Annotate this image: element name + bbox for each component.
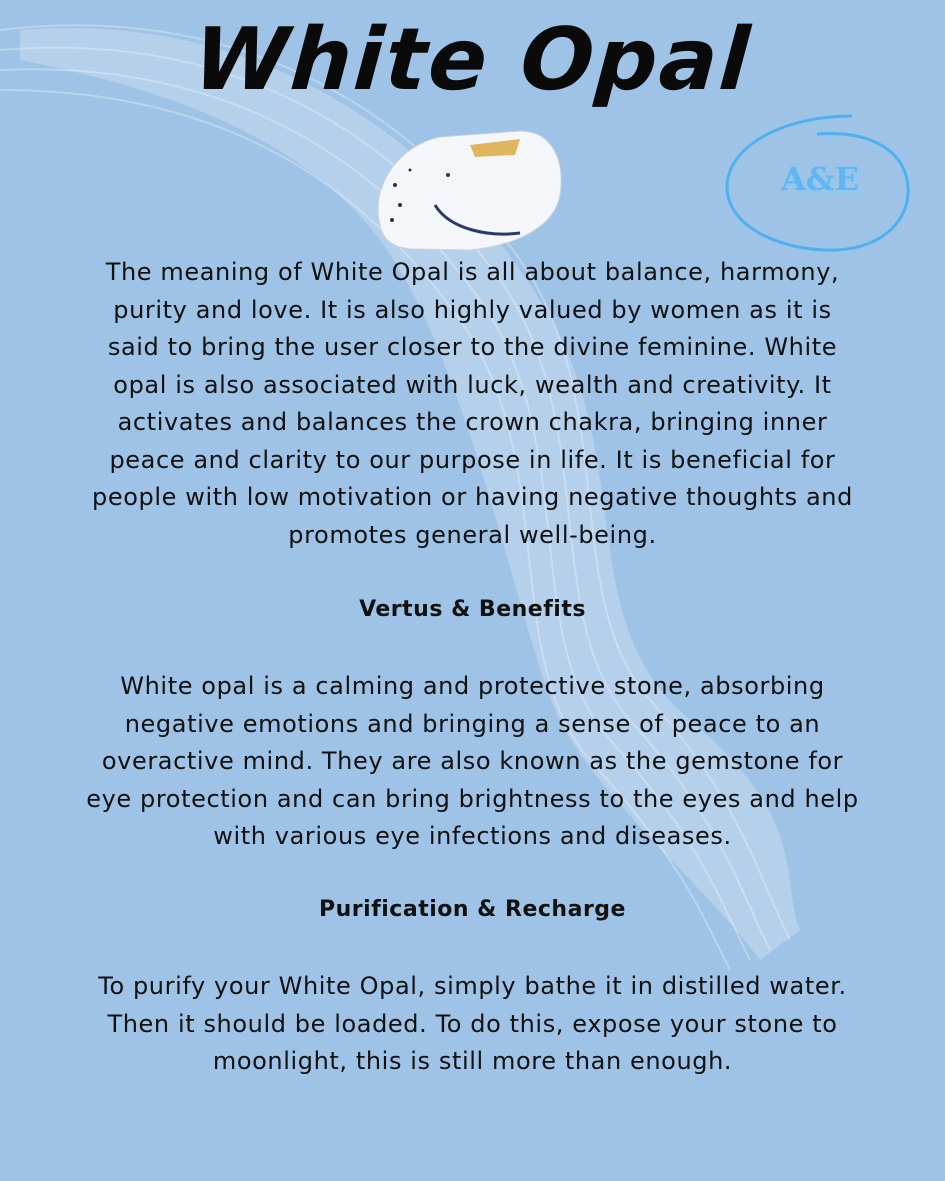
intro-paragraph <box>0 254 945 554</box>
logo-text: A&E <box>780 160 860 198</box>
text-line: peace and clarity to our purpose in life. It is beneficial for <box>109 445 836 474</box>
virtues-paragraph <box>0 668 945 856</box>
text-line: eye protection and can bring brightness to the eyes and help <box>86 784 859 813</box>
text-line: people with low motivation or having negative thoughts and <box>92 483 853 511</box>
text-line: The meaning of White Opal is all about balance, harmony, <box>105 258 840 286</box>
text-line: with various eye infections and diseases. <box>213 822 732 850</box>
text-line: activates and balances the crown chakra, bringing inner <box>117 408 828 436</box>
text-line: White opal is a calming and protective stone, absorbing <box>120 672 825 700</box>
purification-heading: Purification & Recharge <box>319 897 626 922</box>
text-line: purity and love. It is also highly valued by women as it is <box>113 295 832 324</box>
purification-paragraph <box>0 968 945 1081</box>
white-opal-stone-image <box>370 125 570 255</box>
text-line: Then it should be loaded. To do this, expose your stone to <box>107 1009 838 1038</box>
text-line: opal is also associated with luck, wealth and creativity. It <box>113 370 832 399</box>
text-line: overactive mind. They are also known as the gemstone for <box>101 747 844 775</box>
page-title: White Opal <box>190 10 755 110</box>
text-line: negative emotions and bringing a sense of peace to an <box>124 709 821 738</box>
text-line: promotes general well-being. <box>288 520 657 549</box>
text-line: To purify your White Opal, simply bathe it in distilled water. <box>98 972 847 1000</box>
virtues-heading: Vertus & Benefits <box>359 597 586 622</box>
text-line: said to bring the user closer to the divine feminine. White <box>107 333 838 361</box>
text-line: moonlight, this is still more than enough. <box>212 1047 733 1075</box>
